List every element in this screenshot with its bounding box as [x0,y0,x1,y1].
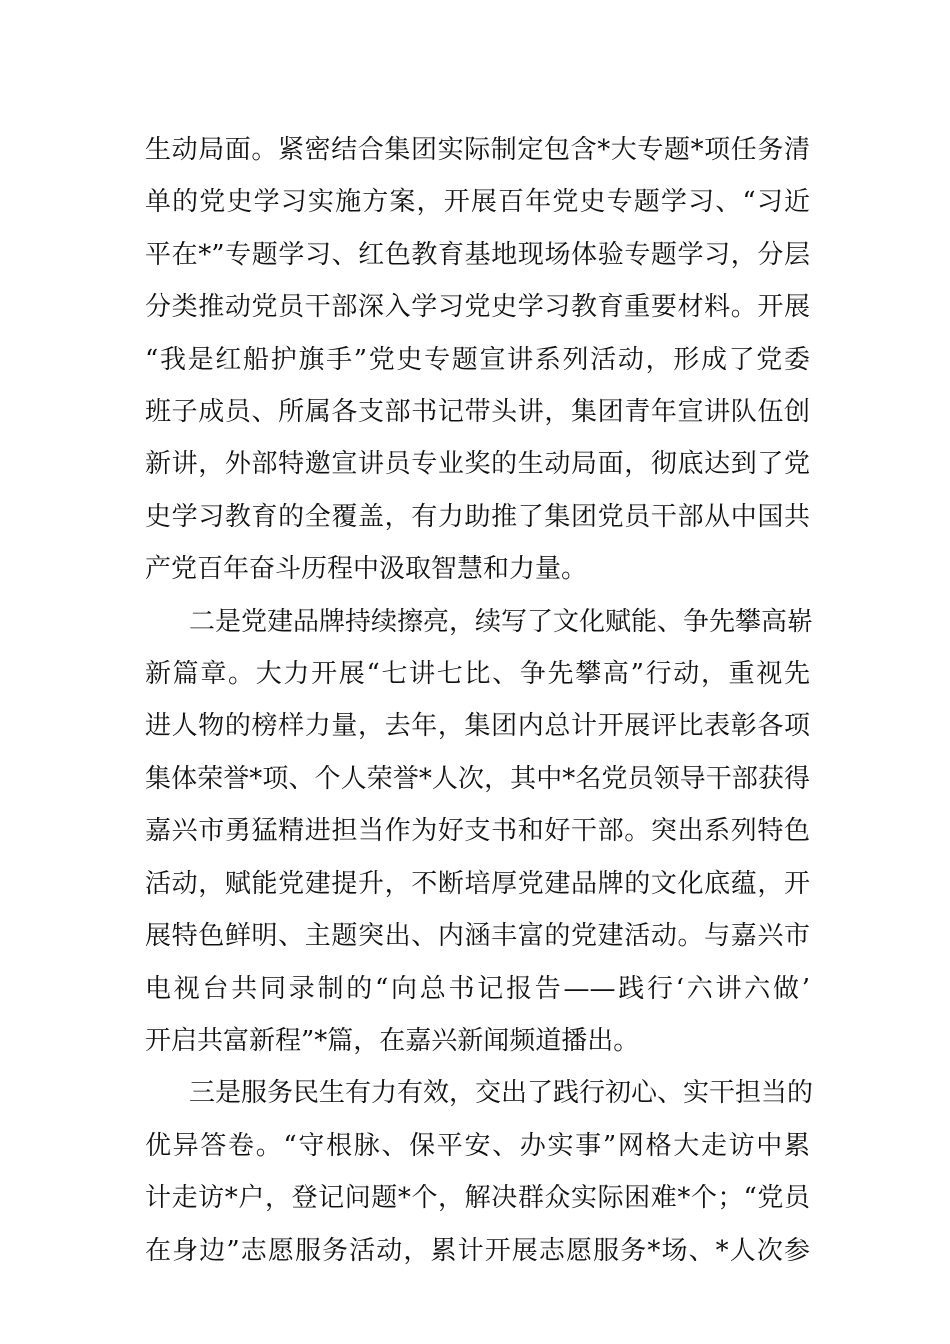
text-line: 平在*”专题学习、红色教育基地现场体验专题学习，分层 [145,239,810,270]
paragraph-party-brand [145,596,814,1068]
text-line: 史学习教育的全覆盖，有力助推了集团党员干部从中国共 [145,501,810,532]
text-line: 新篇章。大力开展“七讲七比、争先攀高”行动，重视先 [145,659,810,690]
text-line: 进人物的榜样力量，去年，集团内总计开展评比表彰各项 [145,711,810,742]
text-line: 计走访*户，登记问题*个，解决群众实际困难*个；“党员 [145,1183,810,1214]
text-line: 新讲，外部特邀宣讲员专业奖的生动局面，彻底达到了党 [145,449,810,480]
text-line: 三是服务民生有力有效，交出了践行初心、实干担当的 [189,1078,814,1109]
text-line: 二是党建品牌持续擦亮，续写了文化赋能、争先攀高崭 [189,606,814,637]
text-line: “我是红船护旗手”党史专题宣讲系列活动，形成了党委 [145,344,810,375]
text-line: 产党百年奋斗历程中汲取智慧和力量。 [145,554,588,585]
text-line: 单的党史学习实施方案，开展百年党史专题学习、“习近 [145,187,810,218]
text-line: 开启共富新程”*篇，在嘉兴新闻频道播出。 [145,1025,640,1056]
document-body [145,124,814,1277]
text-line: 活动，赋能党建提升，不断培厚党建品牌的文化底蕴，开 [145,868,810,899]
text-line: 集体荣誉*项、个人荣誉*人次，其中*名党员领导干部获得 [145,763,810,794]
paragraph-public-service [145,1067,814,1277]
text-line: 优异答卷。“守根脉、保平安、办实事”网格大走访中累 [145,1130,810,1161]
text-line: 生动局面。紧密结合集团实际制定包含*大专题*项任务清 [145,135,810,165]
paragraph-continuation [145,124,810,596]
text-line: 电视台共同录制的“向总书记报告——践行‘六讲六做’ [145,973,810,1004]
text-line: 分类推动党员干部深入学习党史学习教育重要材料。开展 [145,292,810,323]
text-line: 展特色鲜明、主题突出、内涵丰富的党建活动。与嘉兴市 [145,921,810,952]
text-line: 嘉兴市勇猛精进担当作为好支书和好干部。突出系列特色 [145,816,810,847]
text-line: 在身边”志愿服务活动，累计开展志愿服务*场、*人次参 [145,1235,810,1266]
text-line: 班子成员、所属各支部书记带头讲，集团青年宣讲队伍创 [145,397,810,428]
